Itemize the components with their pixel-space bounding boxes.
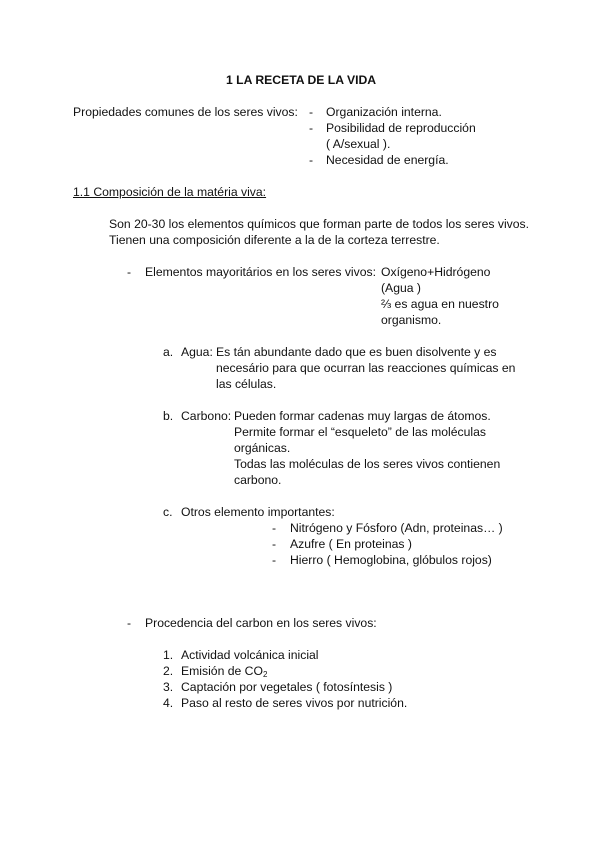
list-dash: - <box>127 265 132 279</box>
step-text <box>181 663 267 679</box>
list-dash: - <box>127 616 132 630</box>
step-number: 2. <box>163 664 174 678</box>
step-text: Paso al resto de seres vivos por nutrición. <box>181 696 408 710</box>
list-marker: b. <box>163 409 174 423</box>
list-item: Necesidad de energía. <box>326 153 449 167</box>
sub-list-item: Hierro ( Hemoglobina, glóbulos rojos) <box>290 553 492 567</box>
majority-value: (Agua ) <box>381 281 421 295</box>
step-number: 1. <box>163 648 174 662</box>
majority-value: organismo. <box>381 313 442 327</box>
list-dash: - <box>309 105 314 119</box>
list-dash: - <box>309 153 314 167</box>
item-text: carbono. <box>234 473 282 487</box>
majority-value: ⅔ es agua en nuestro <box>381 297 499 311</box>
step-number: 3. <box>163 680 174 694</box>
list-marker: c. <box>163 505 173 519</box>
step-text: Captación por vegetales ( fotosíntesis ) <box>181 680 393 694</box>
paragraph-line: Son 20-30 los elementos químicos que forman parte de todos los seres vivos. <box>109 217 530 231</box>
item-text: necesário para que ocurran las reacciones químicas en <box>216 361 516 375</box>
majority-value: Oxígeno+Hidrógeno <box>381 265 491 279</box>
carbon-label: Procedencia del carbon en los seres vivos: <box>145 616 377 630</box>
list-item: Organización interna. <box>326 105 442 119</box>
step-number: 4. <box>163 696 174 710</box>
sub-list-item: Nitrógeno y Fósforo (Adn, proteinas… ) <box>290 521 503 535</box>
sub-list-item: Azufre ( En proteinas ) <box>290 537 412 551</box>
item-text: Es tán abundante dado que es buen disolvente y es <box>216 345 497 359</box>
step-text-main: Emisión de CO <box>181 664 263 678</box>
section-heading: 1.1 Composición de la matéria viva: <box>73 185 267 199</box>
item-name: Carbono: <box>181 409 232 423</box>
properties-label: Propiedades comunes de los seres vivos: <box>73 105 298 119</box>
subscript: 2 <box>262 670 268 679</box>
list-dash: - <box>272 521 277 535</box>
item-name: Otros elemento importantes: <box>181 505 335 519</box>
list-item: Posibilidad de reproducción <box>326 121 476 135</box>
item-text: las células. <box>216 377 277 391</box>
majority-label: Elementos mayoritários en los seres vivos: <box>145 265 376 279</box>
item-text: Todas las moléculas de los seres vivos contienen <box>234 457 501 471</box>
item-text: Permite formar el “esqueleto” de las moléculas <box>234 425 486 439</box>
list-dash: - <box>272 537 277 551</box>
list-dash: - <box>272 553 277 567</box>
page-title: 1 LA RECETA DE LA VIDA <box>226 73 377 87</box>
item-text: orgánicas. <box>234 441 291 455</box>
list-dash: - <box>309 121 314 135</box>
item-text: Pueden formar cadenas muy largas de átomos. <box>234 409 491 423</box>
step-text: Actividad volcánica inicial <box>181 648 319 662</box>
list-item: ( A/sexual ). <box>326 137 391 151</box>
list-marker: a. <box>163 345 174 359</box>
paragraph-line: Tienen una composición diferente a la de la corteza terrestre. <box>109 233 440 247</box>
item-name: Agua: <box>181 345 213 359</box>
